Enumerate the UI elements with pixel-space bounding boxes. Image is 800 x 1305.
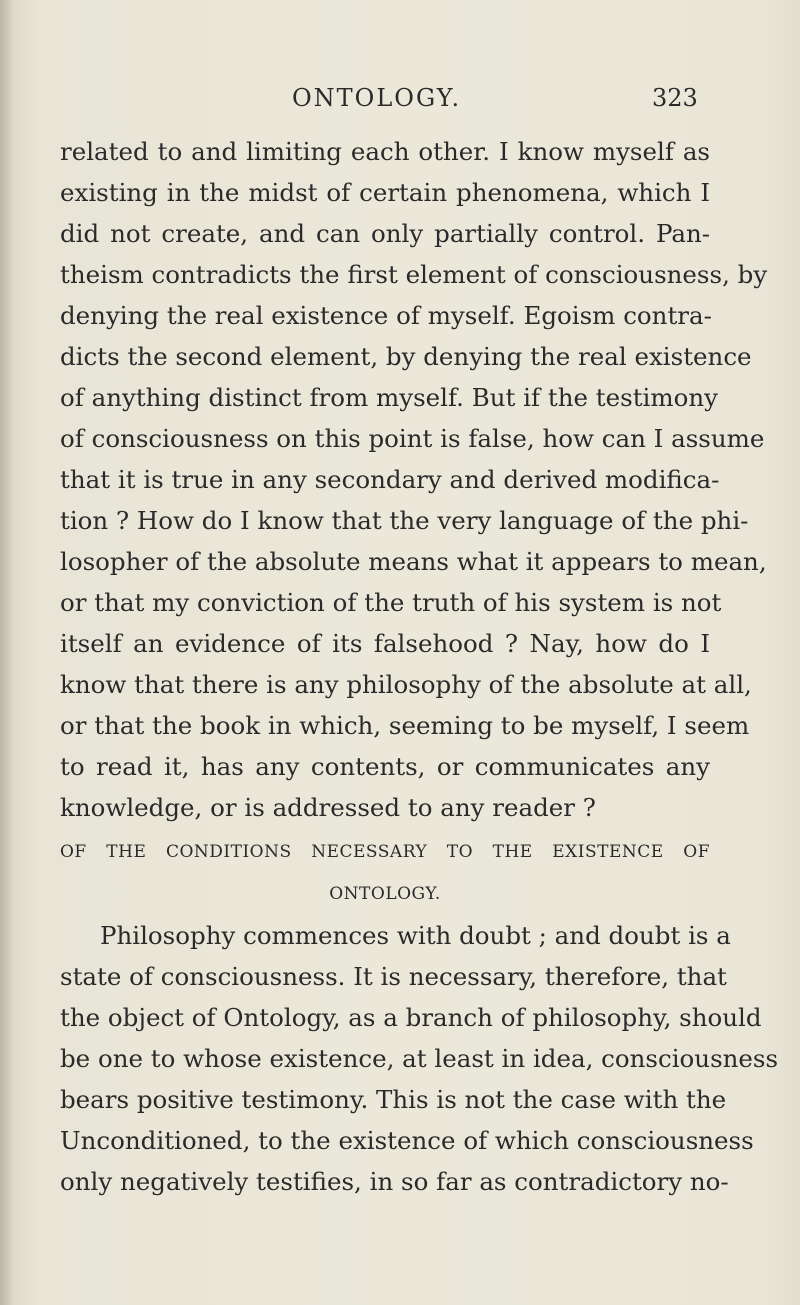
text-line: be one to whose existence, at least in idea, consciousness (60, 1044, 779, 1073)
text-line: only negatively testifies, in so far as contradictory no- (60, 1167, 729, 1196)
paragraph-continued (60, 131, 768, 828)
section-heading (60, 831, 710, 915)
text-line: existing in the midst of certain phenomena, which I (60, 178, 710, 207)
text-line: knowledge, or is addressed to any reader ? (60, 793, 596, 822)
text-line: Unconditioned, to the existence of which consciousness (60, 1126, 754, 1155)
page-header (0, 78, 800, 118)
paragraph-section (60, 915, 779, 1202)
text-line: to read it, has any contents, or communicates any (60, 752, 710, 781)
text-line: the object of Ontology, as a branch of philosophy, should (60, 1003, 762, 1032)
text-line: Philosophy commences with doubt ; and doubt is a (100, 921, 731, 950)
text-line: related to and limiting each other. I know myself as (60, 137, 710, 166)
text-line: of consciousness on this point is false, how can I assume (60, 424, 765, 453)
text-line: or that my conviction of the truth of his system is not (60, 588, 722, 617)
section-heading-line-2: ONTOLOGY. (329, 884, 441, 904)
text-line: bears positive testimony. This is not the case with the (60, 1085, 727, 1114)
text-line: or that the book in which, seeming to be myself, I seem (60, 711, 750, 740)
text-line: of anything distinct from myself. But if the testimony (60, 383, 718, 412)
binding-shadow (0, 0, 14, 1305)
text-line: that it is true in any secondary and derived modifica- (60, 465, 720, 494)
text-line: itself an evidence of its falsehood ? Nay, how do I (60, 629, 710, 658)
text-line: theism contradicts the first element of consciousness, by (60, 260, 768, 289)
text-line: denying the real existence of myself. Egoism contra- (60, 301, 712, 330)
text-line: state of consciousness. It is necessary, therefore, that (60, 962, 727, 991)
text-line: losopher of the absolute means what it appears to mean, (60, 547, 767, 576)
running-title: ONTOLOGY. (292, 84, 462, 112)
text-line: dicts the second element, by denying the real existence (60, 342, 752, 371)
page-number: 323 (652, 84, 698, 112)
section-heading-line-1: OF THE CONDITIONS NECESSARY TO THE EXISTENCE OF (60, 842, 710, 862)
text-line: tion ? How do I know that the very language of the phi- (60, 506, 749, 535)
text-line: did not create, and can only partially control. Pan- (60, 219, 710, 248)
text-line: know that there is any philosophy of the absolute at all, (60, 670, 752, 699)
